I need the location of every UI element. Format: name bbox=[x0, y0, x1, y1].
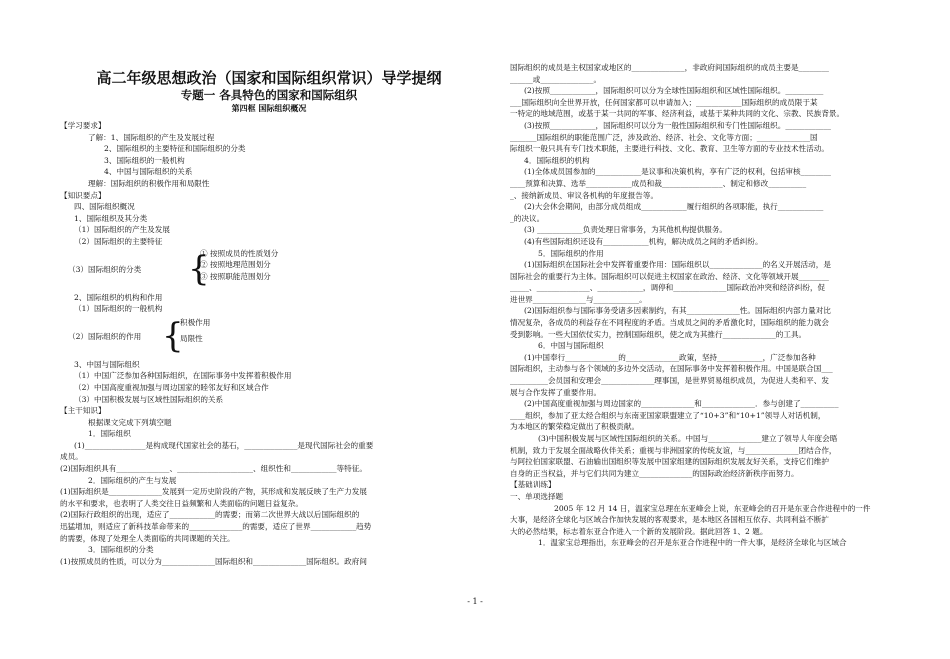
text-line: 2、国际组织的机构和作用 bbox=[74, 292, 163, 302]
text-line: 的水平和要求，也表明了人类交往日益频繁和人类面临的问题日益复杂。 bbox=[60, 498, 303, 508]
text-line: 国际组织的成员是主权国家或地区的______________，非政府间国际组织的成员主要是________ bbox=[510, 63, 829, 72]
text-line: 的需要，体现了处理全人类面临的共同课题的关注。 bbox=[60, 533, 235, 543]
text-line: （3）中国积极发展与区域性国际组织的关系 bbox=[74, 394, 224, 404]
text-line: 大事，是经济全球化与区域合作加快发展的客观要求，是本地区各国相互依存、共同利益不断扩 bbox=[510, 515, 829, 525]
brace-icon: { bbox=[188, 248, 210, 289]
classification-tree bbox=[60, 248, 478, 292]
text-line: 4、中国与国际组织的关系 bbox=[104, 167, 193, 177]
text-line: (3)按照____________，国际组织可以分为一般性国际组织和专门性国际组织。____________ bbox=[524, 120, 831, 130]
text-line: （2）中国高度重视加强与周边国家的睦邻友好和区域合作 bbox=[74, 382, 269, 392]
text-line: 【学习要求】 bbox=[60, 121, 106, 130]
text-line: 国际组织，主动参与各个领域的多边外交活动，在国际事务中发挥着积极作用。中国是联合国___ bbox=[510, 364, 833, 374]
right-text-block bbox=[510, 62, 882, 549]
tree-item: 局限性 bbox=[180, 333, 203, 343]
tree-items bbox=[200, 248, 278, 283]
role-tree bbox=[60, 315, 478, 359]
text-line: 根据课文完成下列填空题 bbox=[88, 417, 172, 427]
text-line: 了解：1、国际组织的产生及发展过程 bbox=[88, 132, 215, 142]
text-line: 4．国际组织的机构 bbox=[524, 155, 590, 165]
text-line: (2)中国高度重视加强与周边国家的______________和______________．参与创建了__________ bbox=[524, 399, 839, 409]
text-line: 3、国际组织的一般机构 bbox=[104, 155, 185, 165]
text-line: 受到影响。一些大国依仗实力，控制国际组织，使之成为其推行______________的工具。 bbox=[510, 329, 807, 339]
text-line: 为本地区的繁荣稳定做出了积极贡献。 bbox=[510, 422, 640, 432]
text-line: 际组织一般只具有专门技术职能，主要进行科技、文化、教育、卫生等方面的专业技术性活动。 bbox=[510, 144, 829, 154]
text-line: 3．国际组织的分类 bbox=[88, 545, 154, 555]
text-line: 2、国际组织的主要特征和国际组织的分类 bbox=[104, 144, 246, 154]
text-line: 理解：国际组织的积极作用和局限性 bbox=[88, 178, 210, 188]
text-line: (2)国际行政组织的出现，适应了____________的需要；而第二次世界大战以后国际组织的 bbox=[60, 510, 360, 520]
text-line: 一特定的地域范围，或基于某一共同的军事、经济利益，或基于某种共同的文化、宗教、民族背景。 bbox=[510, 109, 845, 119]
text-line: (4)有些国际组织还设有____________机构，解决成员之间的矛盾纠纷。 bbox=[524, 236, 763, 246]
text-line: 展与合作发挥了重要作用。 bbox=[510, 387, 602, 397]
text-line: 2005 年 12 月 14 日，温家宝总理在东亚峰会上说，东亚峰会的召开是东亚合作进程中的一件 bbox=[554, 503, 871, 513]
text-line: （1）中国广泛参加各种国际组织，在国际事务中发挥着积极作用 bbox=[74, 371, 292, 381]
text-line: 迅猛增加，则适应了新科技革命带来的______________的需要，适应了世界____________趋势 bbox=[60, 522, 372, 532]
text-line: 成员。 bbox=[60, 452, 83, 462]
text-line: ____预算和决算、选举____________成员和裁________________、制定和修改__________ bbox=[510, 178, 807, 188]
text-line: 大的必然结果，标志着东亚合作进入一个新的发展阶段。据此回答 1、2 题。 bbox=[510, 526, 768, 536]
left-text-block-2 bbox=[60, 292, 478, 315]
text-line: (2)大会休会期间，由部分成员组成____________履行组织的各项职能，执行____________ bbox=[524, 202, 824, 212]
text-line: 【知识要点】 bbox=[60, 190, 106, 200]
text-line: (1)________________是构成现代国家社会的基石，______________是现代国际社会的重要 bbox=[74, 440, 374, 450]
text-line: (1)国际组织是______________发展到一定历史阶段的产物，其形成和发展反映了生产力发展 bbox=[60, 487, 367, 497]
text-line: 1．国际组织 bbox=[88, 429, 131, 439]
text-line: (2)国际组织参与国际事务受诸多因素制约，有其______________性。国际组织内部力量对比 bbox=[524, 306, 831, 316]
text-line: 与阿拉伯国家联盟、石油输出国组织等发展中国家组建的国际组织发展友好关系，支持它们维护 bbox=[510, 457, 829, 467]
text-line: (1)全体成员国参加的____________是议事和决策机构，享有广泛的权利，包括审核________ bbox=[524, 167, 831, 177]
tree-item: 积极作用 bbox=[180, 317, 211, 327]
text-line: __________会员国和安理会______________理事国，是世界贸易组织成员，为促进人类和平、发 bbox=[510, 376, 829, 386]
tree-item: ② 按照地理范围划分 bbox=[200, 260, 271, 270]
text-line: ______或______________。 bbox=[510, 74, 602, 84]
text-line: 自身的正当权益，并与它们共同为建立______________的国际政治经济新秩序而努力。 bbox=[510, 468, 799, 478]
text-line: (1)按照成员的性质，可以分为______________国际组织和______________国际组织。政府间 bbox=[60, 556, 367, 566]
brace-icon: { bbox=[162, 315, 184, 356]
text-line: ___国际组织向全世界开放，任何国家都可以申请加入；____________国际组织的成员限于某 bbox=[510, 97, 818, 107]
text-line: 进世界______________与____________。 bbox=[510, 294, 647, 304]
text-line: (1)中国奉行______________的______________政策，坚持____________，广泛参加各种 bbox=[524, 352, 816, 362]
text-line: （1）国际组织的产生及发展 bbox=[74, 225, 170, 235]
text-line: 1．温家宝总理指出，东亚峰会的召开是东亚合作进程中的一件大事，是经济全球化与区域合 bbox=[538, 538, 847, 548]
text-line: 情况复杂，各成员的利益存在不同程度的矛盾。当成员之间的矛盾激化时，国际组织的能力就会 bbox=[510, 318, 829, 328]
left-text-block-3 bbox=[60, 359, 478, 568]
page-title: 高二年级思想政治（国家和国际组织常识）导学提纲 bbox=[96, 69, 442, 87]
text-line: (2)按照____________，国际组织可以分为全球性国际组织和区域性国际组织。__________ bbox=[524, 86, 824, 96]
text-line: 2．国际组织的产生与发展 bbox=[88, 475, 177, 485]
text-line: 机制，致力于发展全面战略伙伴关系；重视与非洲国家的传统友谊，与______________团结合作， bbox=[510, 445, 837, 455]
text-line: _、接纳新成员、审议各机构的年度报告等。 bbox=[510, 190, 659, 200]
text-line: 国际社会的重要行为主体。国际组织可以促进主权国家在政治、经济、文化等领域开展________ bbox=[510, 271, 829, 281]
tree-items bbox=[180, 315, 210, 347]
section-title: 第四框 国际组织概况 bbox=[231, 104, 307, 113]
text-line: 【基础训练】 bbox=[510, 480, 556, 490]
text-line: （1）国际组织的一般机构 bbox=[74, 304, 163, 314]
tree-item: ① 按照成员的性质划分 bbox=[200, 248, 279, 258]
text-line: 3、中国与国际组织 bbox=[74, 359, 140, 369]
text-line: _____、______________、____________，调停和______________国际政治冲突和经济纠纷，促 bbox=[510, 283, 826, 293]
left-column bbox=[60, 62, 478, 567]
text-line: 6．中国与国际组织 bbox=[538, 341, 604, 351]
text-line: (2)国际组织具有______________、____________________、组织性和____________等特征。 bbox=[60, 464, 367, 474]
page-subtitle: 专题一 各具特色的国家和国际组织 bbox=[180, 88, 358, 102]
left-text-block-1 bbox=[60, 120, 478, 248]
text-line: 四、国际组织概况 bbox=[74, 202, 135, 212]
page-number: - 1 - bbox=[467, 597, 483, 606]
text-line: （2）国际组织的主要特征 bbox=[74, 236, 163, 246]
tree-label: （3）国际组织的分类 bbox=[68, 264, 142, 274]
text-line: _的决议。 bbox=[510, 213, 545, 223]
text-line: ____组织，参加了亚太经合组织与东南亚国家联盟建立了“10+3”和“10+1”领导人对话机制， bbox=[510, 410, 826, 420]
tree-label: （2）国际组织的作用 bbox=[68, 331, 142, 341]
text-line: (3)中国积极发展与区域性国际组织的关系。中国与______________建立了领导人年度会晤 bbox=[538, 434, 838, 443]
right-column bbox=[510, 62, 882, 549]
tree-item: ③ 按照职能范围划分 bbox=[200, 271, 271, 281]
text-line: (1)国际组织在国际社会中发挥着重要作用：国际组织以______________的名义开展活动，是 bbox=[524, 260, 831, 270]
text-line: 【主干知识】 bbox=[60, 406, 106, 416]
text-line: _______国际组织的职能范围广泛，涉及政治、经济、社会、文化等方面；______________国 bbox=[510, 132, 818, 142]
text-line: 一、单项选择题 bbox=[510, 491, 564, 501]
text-line: 1、国际组织及其分类 bbox=[74, 213, 148, 223]
text-line: 5．国际组织的作用 bbox=[538, 248, 604, 258]
text-line: (3) ____________负责处理日常事务，为其他机构提供服务。 bbox=[524, 225, 728, 235]
